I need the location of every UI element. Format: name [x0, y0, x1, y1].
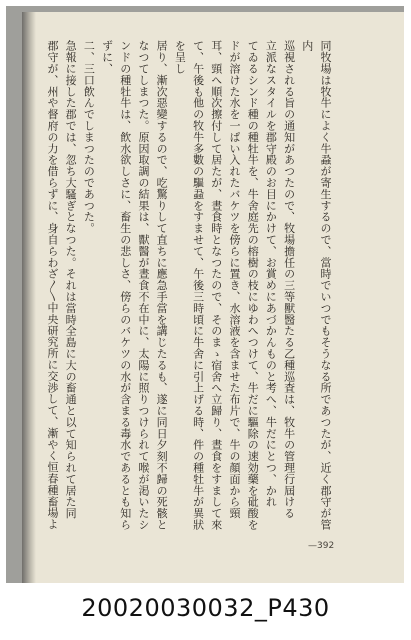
vertical-body-text [45, 40, 334, 532]
text-line: てゐるシンド種の種牡牛を、牛舍庭先の榕樹の枝にゆわへつけて、牛だに驅除の速効藥を砒酸を [246, 40, 260, 531]
text-line: ンドの種牡牛は、飲水欲しさに、畜生の悲しさ、傍らのバケツの水が含まる毒水であるとも知らずに、 [100, 40, 132, 531]
image-id-caption: 20020030032_P430 [81, 594, 330, 622]
text-line: 巡視される旨の通知があつたので、牧場擔任の三等獸醫たる乙種巡査は、牧牛の管理行屆ける [282, 40, 296, 519]
page-number: —392 [308, 541, 335, 551]
book-spine-shadow [22, 12, 36, 583]
text-line: 郡守が、州や督府の力を借らずに、身自らわざ〳〵中央研究所に交渉して、漸やく恒春種畜場よ [45, 40, 59, 530]
text-line: 耳、頸へ順次擦付して居たが、晝食時となつたので、そのまゝ宿舍へ立歸り、晝食をすまして來 [209, 40, 223, 531]
text-line: て、午後も他の牧牛多數の驅蝨をすませて、午後三時頃に牛舍に引上げる時、件の種牡牛が異狀を呈し [173, 40, 205, 531]
text-line: 同牧場は牧牛によく牛蝨が寄生するので、當時でいつでもそうなる所であつたが、近く郡守が管内 [300, 40, 332, 531]
text-line: 立派なスタイルを郡守殿のお目にかけて、お賞めにあづかんものと考へ、牛だにとつ、かれ [264, 40, 278, 508]
text-line: なつてしまつた。原因取調の結果は、獸醫が晝食不在中に、太陽に照りつけられて喉が渇いたシ [136, 40, 150, 531]
text-line: 急報に接した郡では、忽ち大騷ぎとなつた。それは當時全島に大の畜通と以て知られて居た同 [64, 40, 78, 519]
text-line: 二、三口飲んでしまつたのであつた。 [82, 40, 96, 234]
text-line: ドが溶けた水を一ぱい入れたバケツを傍らに置き、水溶液を含ませた布片で、牛の顏面から頸 [227, 40, 241, 519]
text-line: 居り、漸次惡變するので、吃驚りして直ちに應急手當を講じたるも、遂に同日夕刻不歸の死骸と [155, 40, 169, 531]
